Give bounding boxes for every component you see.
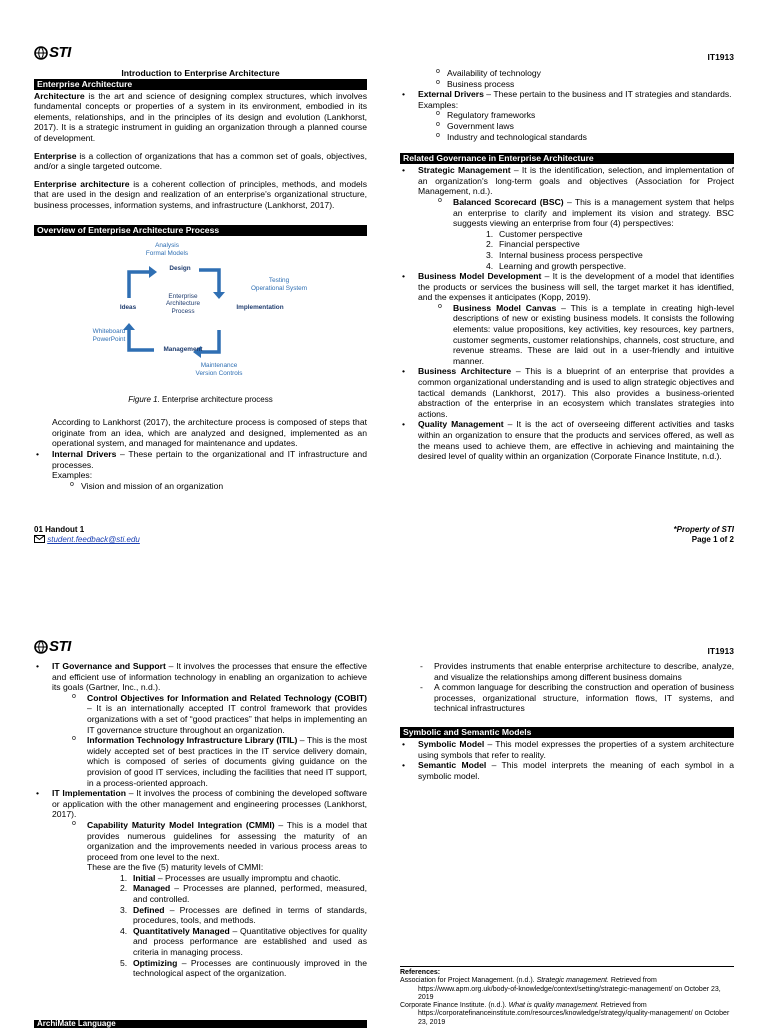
label-formal-models: Formal Models xyxy=(145,249,189,257)
left-column xyxy=(34,661,367,979)
feedback-email-link[interactable]: student.feedback@sti.edu xyxy=(47,535,140,544)
label-whiteboard: Whiteboard xyxy=(92,327,126,335)
label-ideas: Ideas xyxy=(119,303,137,311)
list-item: 5. Optimizing – Processes are continuously improved in the technological aspect of the organization. xyxy=(120,957,367,979)
list-item: o Business Model Canvas – This is a template in creating high-level descriptions of new or existing business models. It consists the following elements: value propositions, key activities, key resources, key partners, customer segments, customer relationships, channels, cost structure, and revenue streams. These are laid out in a user-friendly and intuitive manner. xyxy=(400,303,734,367)
paragraph: According to Lankhorst (2017), the architecture process is composed of steps that originate from an idea, which are analyzed and designed, implemented as an operational system, and managed for maintenance and updates. xyxy=(52,417,367,449)
page-header xyxy=(34,44,734,64)
list-item: 3. Defined – Processes are defined in terms of standards, procedures, tools, and methods. xyxy=(120,904,367,926)
references xyxy=(400,966,734,1027)
page-title: Introduction to Enterprise Architecture xyxy=(121,68,280,78)
section-heading: Overview of Enterprise Architecture Process xyxy=(34,225,367,236)
list-item: o Balanced Scorecard (BSC) – This is a management system that helps an enterprise to clarify and implement its vision and strategy. BSC suggests viewing an enterprise from four (4) perspectives: xyxy=(400,197,734,229)
list-item: • External Drivers – These pertain to the business and IT strategies and standards. xyxy=(400,89,734,100)
course-code: IT1913 xyxy=(707,646,734,656)
list-item: • Strategic Management – It is the identification, selection, and implementation of an organization's long-term goals and objectives (Association for Project Management, n.d.). xyxy=(400,165,734,197)
list-item: o Business process xyxy=(400,79,734,90)
figure-caption: Figure 1. Enterprise architecture process xyxy=(128,394,273,404)
label-implementation: Implementation xyxy=(236,303,284,311)
feedback-email-row xyxy=(34,535,140,545)
list-item: o Regulatory frameworks xyxy=(400,110,734,121)
paragraph: Architecture is the art and science of designing complex structures, which involves fundamental concepts or properties of a system in its environment, embodied in its elements, relationships, and in the principles of its design and evolution (Lankhorst, 2017). It is a strategic instrument in guiding an organization through a planned course of development. xyxy=(34,90,367,143)
paragraph: Enterprise is a collection of organizations that has a common set of goals, objectives, and/or a single targeted outcome. xyxy=(34,150,367,172)
label-design: Design xyxy=(169,264,191,272)
label-management: Management xyxy=(163,345,203,353)
list-item: o Industry and technological standards xyxy=(400,132,734,143)
list-item: 1. Initial – Processes are usually impromptu and chaotic. xyxy=(120,872,341,883)
globe-icon xyxy=(34,46,48,60)
list-item: • Symbolic Model – This model expresses the properties of a system architecture using symbols that refer to reality. xyxy=(400,739,734,760)
sti-logo: STI xyxy=(34,44,71,61)
list-item: 4. Learning and growth perspective. xyxy=(486,260,627,271)
list-item: • Quality Management – It is the act of overseeing different activities and tasks within an organization to ensure that the products and services offered, as well as the means used to achieve them, are effective in achieving and maintaining the desired level of quality within an organization (Corporate Finance Institute, n.d.). xyxy=(400,419,734,461)
reference-item: Corporate Finance Institute. (n.d.). What is quality management. Retrieved from https://corporatefinanceinstitute.com/resources/knowledge/strategy/quality-management/ on October 23, 2019 xyxy=(400,1002,730,1026)
examples-label: Examples: xyxy=(418,99,459,110)
label-operational-system: Operational System xyxy=(250,284,308,292)
list-item: • Internal Drivers – These pertain to the organizational and IT infrastructure and processes. xyxy=(34,449,367,470)
label-maintenance: Maintenance xyxy=(200,361,238,369)
page-2 xyxy=(0,628,768,1024)
left-column xyxy=(34,68,367,491)
list-item: • IT Implementation – It involves the process of combining the developed software or application with the other management and engineering processes (Lankhorst, 2017). xyxy=(34,788,367,820)
list-item: 2. Financial perspective xyxy=(486,239,580,250)
list-item: o Government laws xyxy=(400,121,734,132)
sti-logo: STI xyxy=(34,638,71,655)
globe-icon xyxy=(34,640,48,654)
list-item: • IT Governance and Support – It involves the processes that ensure the effective and efficient use of information technology in enabling an organization to achieve its goals (Gartner, Inc., n.d.). xyxy=(34,661,367,693)
label-powerpoint: PowerPoint xyxy=(92,335,126,343)
list-item: • Business Architecture – This is a blueprint of an enterprise that provides a common organizational understanding and is used to align strategic objectives and tactical demands (Lankhorst, 2017). This also provides a business-oriented abstraction of the enterprise in an ecosystem which translates strategies into actions. xyxy=(400,366,734,419)
list-item: - Provides instruments that enable enterprise architecture to describe, analyze, and visualize the relationships among different business domains xyxy=(400,661,734,682)
right-column xyxy=(400,661,734,781)
page-gap xyxy=(0,560,768,628)
handout-label: 01 Handout 1 xyxy=(34,525,85,534)
section-heading-cut: ArchiMate Language xyxy=(34,1020,367,1028)
right-column xyxy=(400,68,734,462)
label-analysis: Analysis xyxy=(155,241,179,249)
course-code: IT1913 xyxy=(707,52,734,62)
list-item: 2. Managed – Processes are planned, performed, measured, and controlled. xyxy=(120,883,367,905)
list-item: 4. Quantitatively Managed – Quantitative objectives for quality and process performance are established and used as criteria in managing process. xyxy=(120,925,367,958)
paragraph: Enterprise architecture is a coherent collection of principles, methods, and models that are used in the design and realization of an enterprise's organizational structure, business processes, information systems, and infrastructure (Lankhorst, 2017). xyxy=(34,178,367,210)
list-item: o Control Objectives for Information and Related Technology (COBIT) – It is an internationally accepted IT control framework that provides organizations with a set of “good practices” that helps in implementing an IT governance structure throughout an organization. xyxy=(34,693,367,735)
section-heading: Symbolic and Semantic Models xyxy=(400,727,734,738)
list-item: o Availability of technology xyxy=(400,68,734,79)
label-version-controls: Version Controls xyxy=(195,369,243,377)
list-item: - A common language for describing the construction and operation of business processes, organizational structure, information flows, IT systems, and technical infrastructures xyxy=(400,682,734,714)
levels-intro: These are the five (5) maturity levels of CMMI: xyxy=(87,862,264,873)
section-heading: Enterprise Architecture xyxy=(34,79,367,90)
property-label: *Property of STI xyxy=(673,525,734,534)
page-header xyxy=(34,638,734,658)
mail-icon xyxy=(34,535,45,543)
list-item: • Business Model Development – It is the development of a model that identifies the products or services the business will sell, the target market it has identified, and the expenses it anticipates (Kopp, 2019). xyxy=(400,271,734,303)
list-item: • Semantic Model – This model interprets the meaning of each symbol in a symbolic model. xyxy=(400,760,734,781)
label-center: Enterprise Architecture Process xyxy=(165,292,201,315)
page-number: Page 1 of 2 xyxy=(691,535,734,544)
examples-label: Examples: xyxy=(52,470,93,481)
footer-left xyxy=(34,525,140,545)
list-item: 1. Customer perspective xyxy=(486,228,583,239)
label-testing: Testing xyxy=(268,276,290,284)
reference-item: Association for Project Management. (n.d.). Strategic management. Retrieved from https://www.apm.org.uk/body-of-knowledge/context/setting/strategic-management/ on October 23, 2019 xyxy=(400,977,721,1001)
list-item: 3. Internal business process perspective xyxy=(486,249,643,260)
section-heading: Related Governance in Enterprise Architecture xyxy=(400,153,734,164)
list-item: o Information Technology Infrastructure Library (ITIL) – This is the most widely accepted set of best practices in the IT service delivery domain, which is composed of series of documents giving guidance on the provision of good IT services, including the facilities that need IT support, in a process-oriented approach. xyxy=(34,735,367,788)
ea-process-diagram xyxy=(84,240,324,395)
references-heading: References: xyxy=(400,969,441,976)
footer-right xyxy=(674,525,734,545)
list-item: o Vision and mission of an organization xyxy=(34,481,367,492)
list-item: o Capability Maturity Model Integration (CMMI) – This is a model that provides numerous guidelines for assessing the maturity of an organization and the improvements needed in various process areas to proceed from one level to the next. xyxy=(34,820,367,862)
